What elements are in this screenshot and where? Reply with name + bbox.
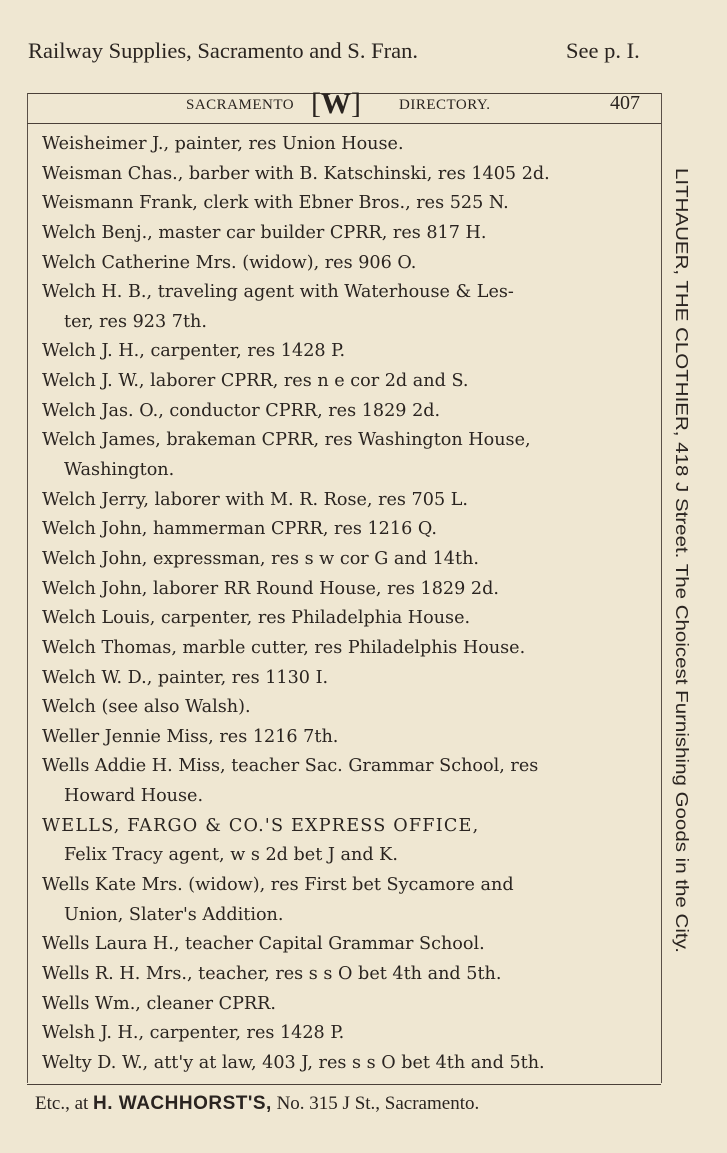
directory-entry bbox=[42, 575, 550, 605]
entry-line: Welch Jerry, laborer with M. R. Rose, res 705 L. bbox=[42, 489, 469, 510]
entry-continuation-line: Felix Tracy agent, w s 2d bet J and K. bbox=[64, 845, 398, 866]
directory-entry bbox=[42, 249, 550, 279]
entry-line: Welch J. H., carpenter, res 1428 P. bbox=[42, 341, 346, 362]
directory-entry bbox=[42, 693, 550, 723]
directory-entry bbox=[42, 1049, 550, 1079]
entry-line: Welch H. B., traveling agent with Waterhouse & Les- bbox=[42, 282, 514, 303]
entry-continuation-line: Washington. bbox=[64, 460, 175, 481]
directory-entry bbox=[42, 930, 550, 960]
entry-line: Wells Addie H. Miss, teacher Sac. Grammar School, res bbox=[42, 756, 539, 777]
entry-line: Welch John, hammerman CPRR, res 1216 Q. bbox=[42, 519, 437, 540]
entry-line: Welch Louis, carpenter, res Philadelphia House. bbox=[42, 608, 471, 629]
bottom-ad-prefix: Etc., at bbox=[35, 1093, 89, 1114]
bottom-ad-suffix: No. 315 J St., Sacramento. bbox=[276, 1093, 480, 1114]
directory-entry bbox=[42, 871, 550, 930]
entry-line: Wells Wm., cleaner CPRR. bbox=[42, 993, 276, 1014]
directory-entry bbox=[42, 426, 550, 485]
directory-entry bbox=[42, 130, 550, 160]
page-number: 407 bbox=[610, 92, 640, 114]
entry-line: Wells Kate Mrs. (widow), res First bet Sycamore and bbox=[42, 875, 514, 896]
entry-line: Wells Laura H., teacher Capital Grammar School. bbox=[42, 934, 485, 955]
header-letter-value: W bbox=[321, 87, 351, 120]
header-letter: [W] bbox=[311, 87, 361, 120]
entry-line: Welch Jas. O., conductor CPRR, res 1829 2d. bbox=[42, 400, 441, 421]
entry-line: Welch Thomas, marble cutter, res Philadelphis House. bbox=[42, 637, 526, 658]
directory-entry bbox=[42, 723, 550, 753]
directory-entry bbox=[42, 604, 550, 634]
page-header bbox=[28, 87, 661, 123]
directory-entry bbox=[42, 1019, 550, 1049]
header-rule bbox=[27, 123, 661, 124]
entry-continuation-line: ter, res 923 7th. bbox=[64, 311, 207, 332]
entry-line: Welty D. W., att'y at law, 403 J, res s s O bet 4th and 5th. bbox=[42, 1052, 545, 1073]
directory-entry bbox=[42, 337, 550, 367]
directory-entry bbox=[42, 219, 550, 249]
bottom-ad-name: H. WACHHORST'S, bbox=[93, 1093, 272, 1114]
directory-entry bbox=[42, 367, 550, 397]
entry-line: Welch W. D., painter, res 1130 I. bbox=[42, 667, 329, 688]
directory-entry bbox=[42, 812, 550, 871]
entry-continuation-line: Union, Slater's Addition. bbox=[64, 904, 284, 925]
entry-line: Welch J. W., laborer CPRR, res n e cor 2d and S. bbox=[42, 371, 469, 392]
directory-entry bbox=[42, 634, 550, 664]
running-ad-text: Railway Supplies, Sacramento and S. Fran. bbox=[28, 38, 418, 63]
directory-entry bbox=[42, 752, 550, 811]
header-city: SACRAMENTO bbox=[186, 97, 295, 113]
entry-line: Welch John, expressman, res s w cor G and 14th. bbox=[42, 548, 479, 569]
entry-line: Weisheimer J., painter, res Union House. bbox=[42, 134, 404, 154]
entry-line: Wells R. H. Mrs., teacher, res s s O bet 4th and 5th. bbox=[42, 963, 502, 984]
directory-entry bbox=[42, 278, 550, 337]
directory-entry bbox=[42, 160, 550, 190]
entry-line: Welch Catherine Mrs. (widow), res 906 O. bbox=[42, 252, 417, 273]
directory-entry bbox=[42, 545, 550, 575]
entry-line: Weisman Chas., barber with B. Katschinski, res 1405 2d. bbox=[42, 163, 550, 184]
directory-entry bbox=[42, 515, 550, 545]
directory-entry bbox=[42, 397, 550, 427]
bottom-rule bbox=[27, 1084, 661, 1085]
entry-line: Weller Jennie Miss, res 1216 7th. bbox=[42, 726, 339, 747]
entry-line: Welch Benj., master car builder CPRR, res 817 H. bbox=[42, 222, 487, 243]
entry-line: Weismann Frank, clerk with Ebner Bros., res 525 N. bbox=[42, 193, 509, 214]
directory-entries bbox=[42, 130, 550, 1079]
directory-entry bbox=[42, 189, 550, 219]
directory-entry bbox=[42, 960, 550, 990]
entry-line: Welch John, laborer RR Round House, res 1829 2d. bbox=[42, 578, 499, 599]
directory-entry bbox=[42, 486, 550, 516]
entry-line: Welch James, brakeman CPRR, res Washington House, bbox=[42, 430, 531, 451]
entry-line: Welsh J. H., carpenter, res 1428 P. bbox=[42, 1023, 345, 1044]
running-ad-top bbox=[28, 38, 640, 64]
side-advertisement: LITHAUER, THE CLOTHIER, 418 J Street. The Choicest Furnishing Goods in the City. bbox=[671, 168, 692, 953]
header-directory: DIRECTORY. bbox=[399, 97, 491, 113]
entry-line: Welch (see also Walsh). bbox=[42, 697, 251, 718]
directory-entry bbox=[42, 664, 550, 694]
entry-line: WELLS, FARGO & CO.'S EXPRESS OFFICE, bbox=[42, 815, 480, 836]
bottom-advertisement bbox=[35, 1093, 479, 1115]
entry-continuation-line: Howard House. bbox=[64, 786, 204, 807]
see-page-reference: See p. I. bbox=[566, 38, 640, 63]
directory-entry bbox=[42, 990, 550, 1020]
